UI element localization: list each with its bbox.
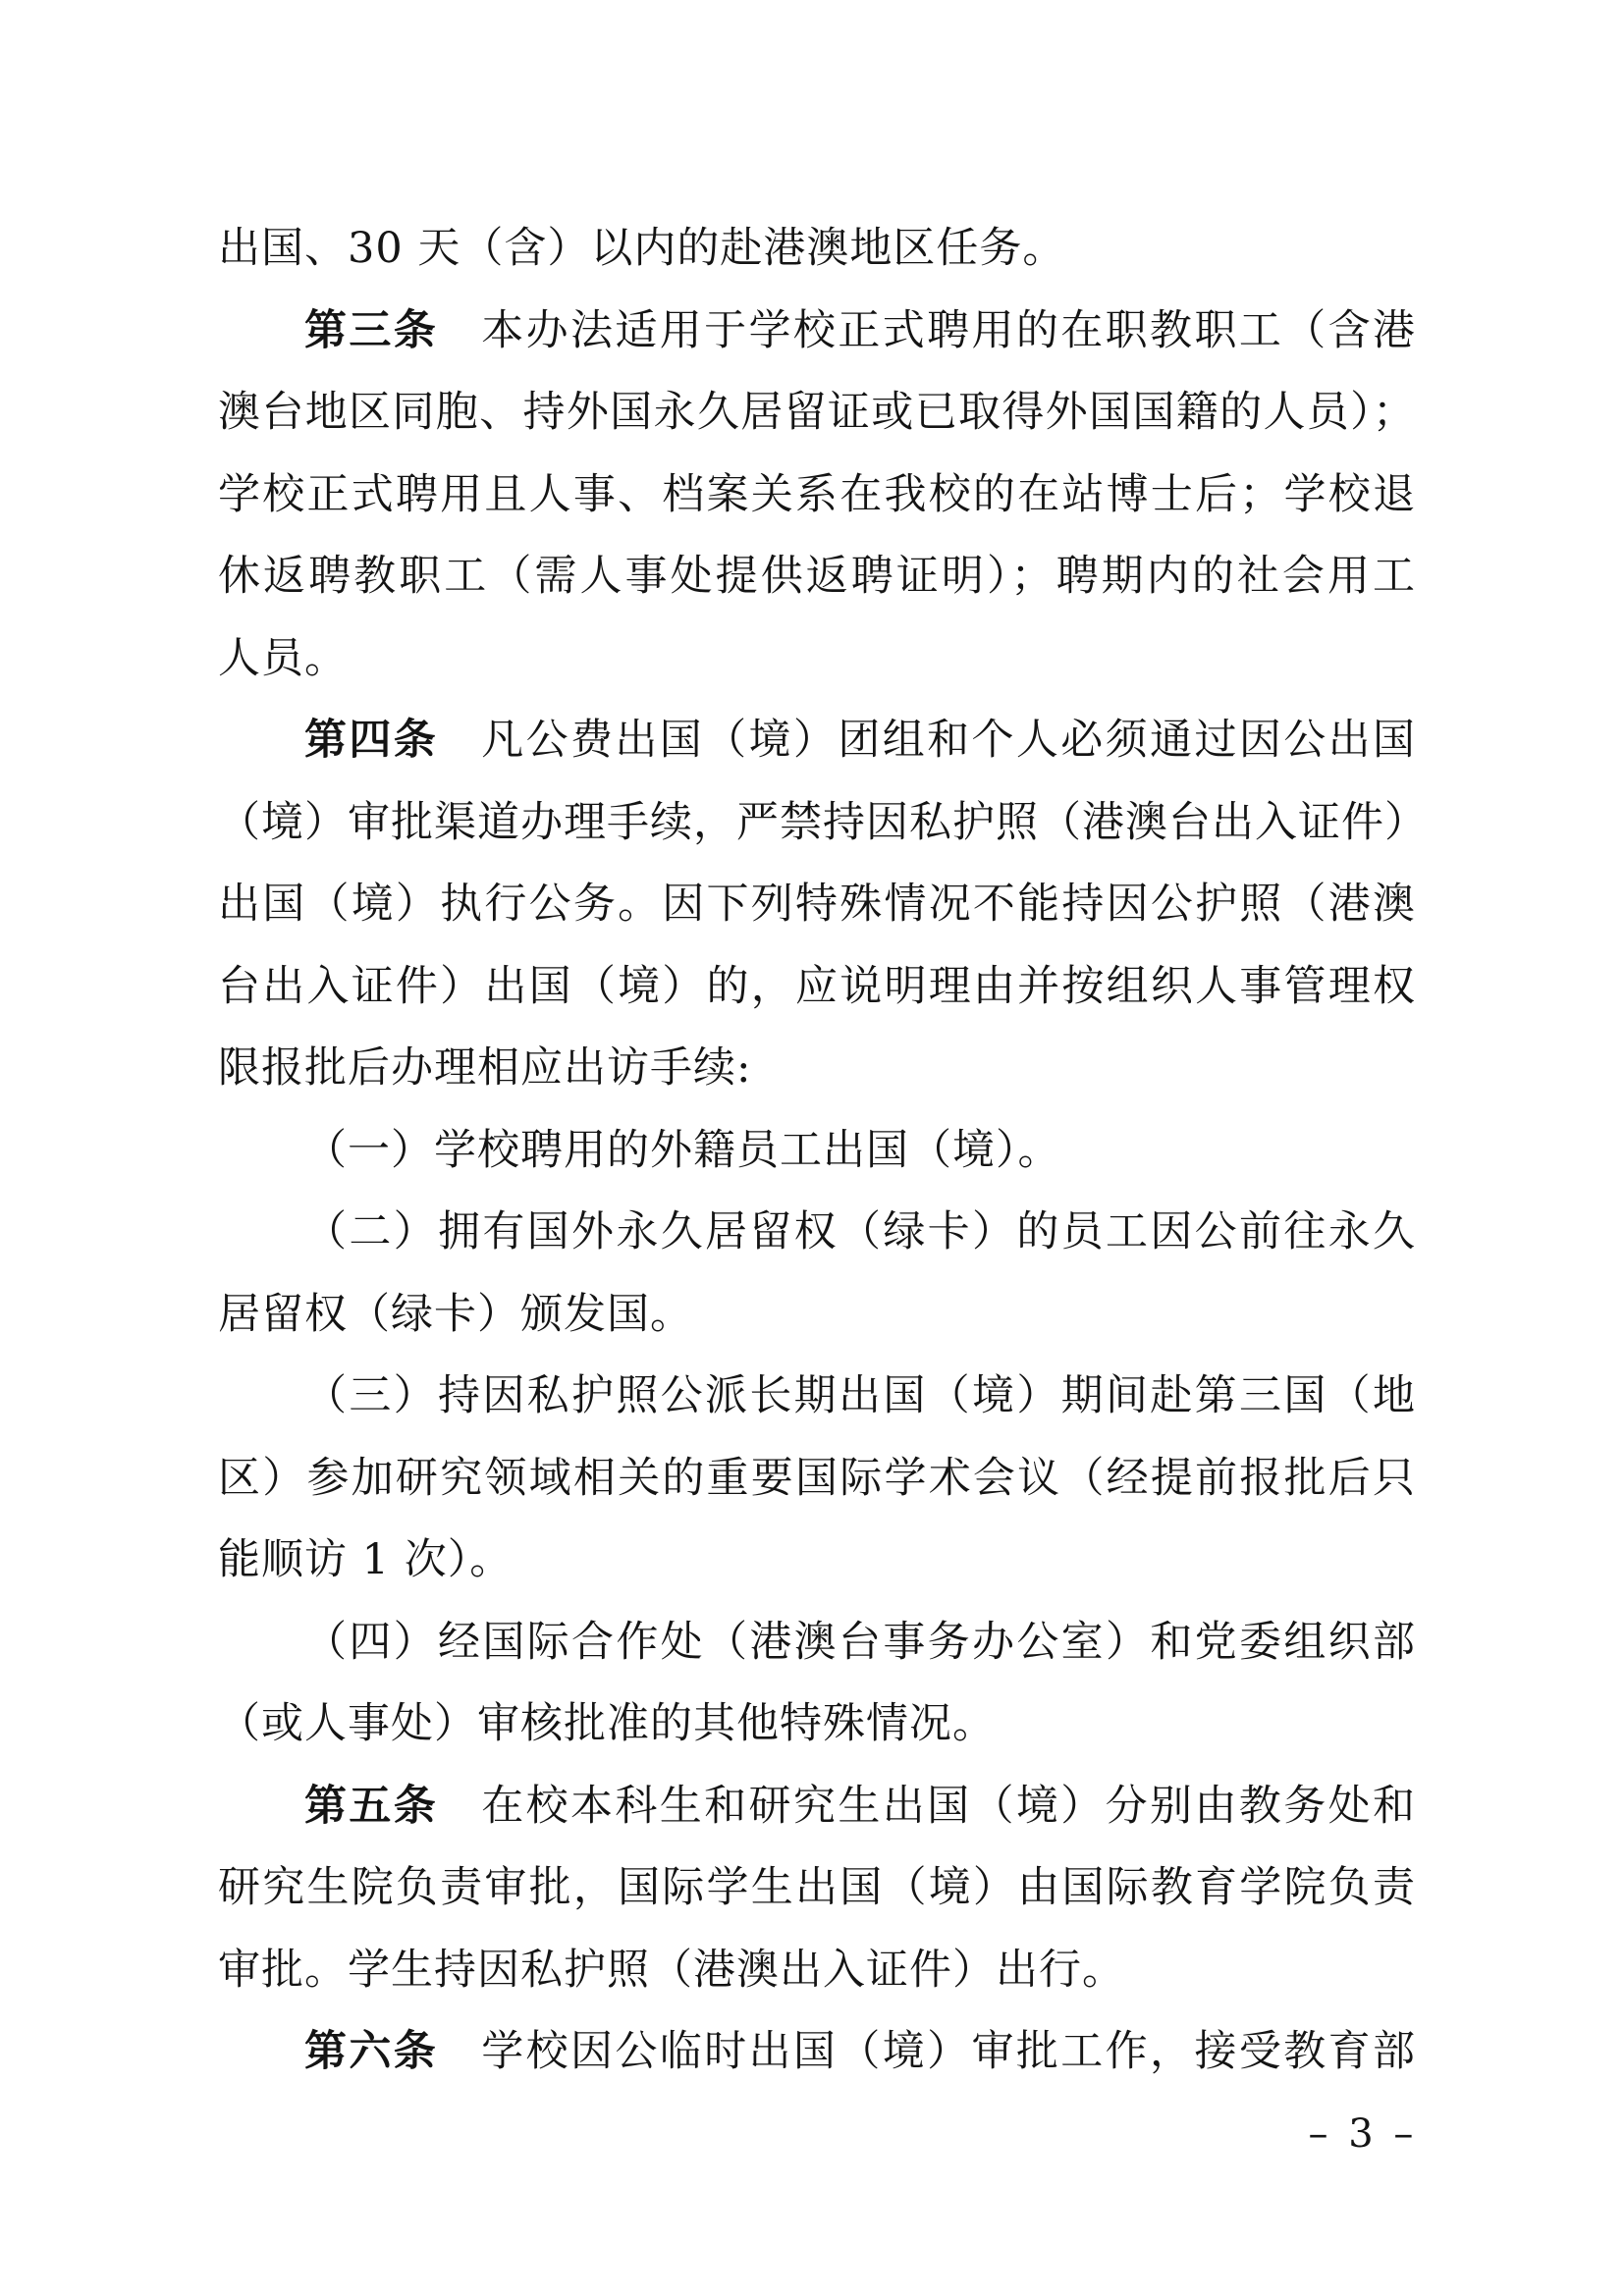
article-text: 在校本科生和研究生出国（境）分别由教务处和 bbox=[481, 1781, 1417, 1831]
article-number-heading: 第三条 bbox=[304, 305, 439, 355]
document-line: 人员。 bbox=[218, 633, 348, 683]
document-line: 休返聘教职工（需人事处提供返聘证明）；聘期内的社会用工 bbox=[218, 552, 1416, 601]
document-line bbox=[218, 2011, 1416, 2094]
document-line bbox=[218, 1766, 1416, 1848]
document-line: 台出入证件）出国（境）的，应说明理由并按组织人事管理权 bbox=[218, 961, 1416, 1011]
document-line: （或人事处）审核批准的其他特殊情况。 bbox=[218, 1699, 996, 1748]
document-line: 限报批后办理相应出访手续: bbox=[218, 1043, 752, 1093]
document-line: 学校正式聘用且人事、档案关系在我校的在站博士后；学校退 bbox=[218, 469, 1416, 519]
document-line: 澳台地区同胞、持外国永久居留证或已取得外国国籍的人员）； bbox=[218, 388, 1416, 437]
document-line: （四）经国际合作处（港澳台事务办公室）和党委组织部 bbox=[304, 1617, 1416, 1667]
document-body bbox=[218, 208, 1428, 2094]
document-line: （三）持因私护照公派长期出国（境）期间赴第三国（地 bbox=[304, 1371, 1416, 1420]
page-number: – 3 – bbox=[1308, 2111, 1418, 2157]
document-line: 区）参加研究领域相关的重要国际学术会议（经提前报批后只 bbox=[218, 1453, 1416, 1503]
document-line: 出国、30 天（含）以内的赴港澳地区任务。 bbox=[218, 224, 1066, 273]
article-number-heading: 第五条 bbox=[304, 1781, 439, 1831]
document-line: 居留权（绿卡）颁发国。 bbox=[218, 1289, 693, 1339]
document-line: （二）拥有国外永久居留权（绿卡）的员工因公前往永久 bbox=[304, 1207, 1416, 1256]
document-line bbox=[218, 700, 1416, 782]
document-line: 审批。学生持因私护照（港澳出入证件）出行。 bbox=[218, 1945, 1125, 1995]
document-line: 能顺访 1 次）。 bbox=[218, 1535, 514, 1584]
document-line: （境）审批渠道办理手续，严禁持因私护照（港澳台出入证件） bbox=[218, 797, 1428, 847]
article-number-heading: 第六条 bbox=[304, 2027, 439, 2076]
article-text: 凡公费出国（境）团组和个人必须通过因公出国 bbox=[481, 716, 1417, 765]
document-line: 研究生院负责审批，国际学生出国（境）由国际教育学院负责 bbox=[218, 1863, 1416, 1912]
document-line bbox=[218, 291, 1416, 373]
article-text: 学校因公临时出国（境）审批工作，接受教育部 bbox=[481, 2027, 1417, 2076]
document-line: （一）学校聘用的外籍员工出国（境）。 bbox=[304, 1125, 1061, 1175]
document-line: 出国（境）执行公务。因下列特殊情况不能持因公护照（港澳 bbox=[218, 880, 1416, 929]
article-text: 本办法适用于学校正式聘用的在职教职工（含港 bbox=[481, 305, 1417, 355]
article-number-heading: 第四条 bbox=[304, 716, 439, 765]
